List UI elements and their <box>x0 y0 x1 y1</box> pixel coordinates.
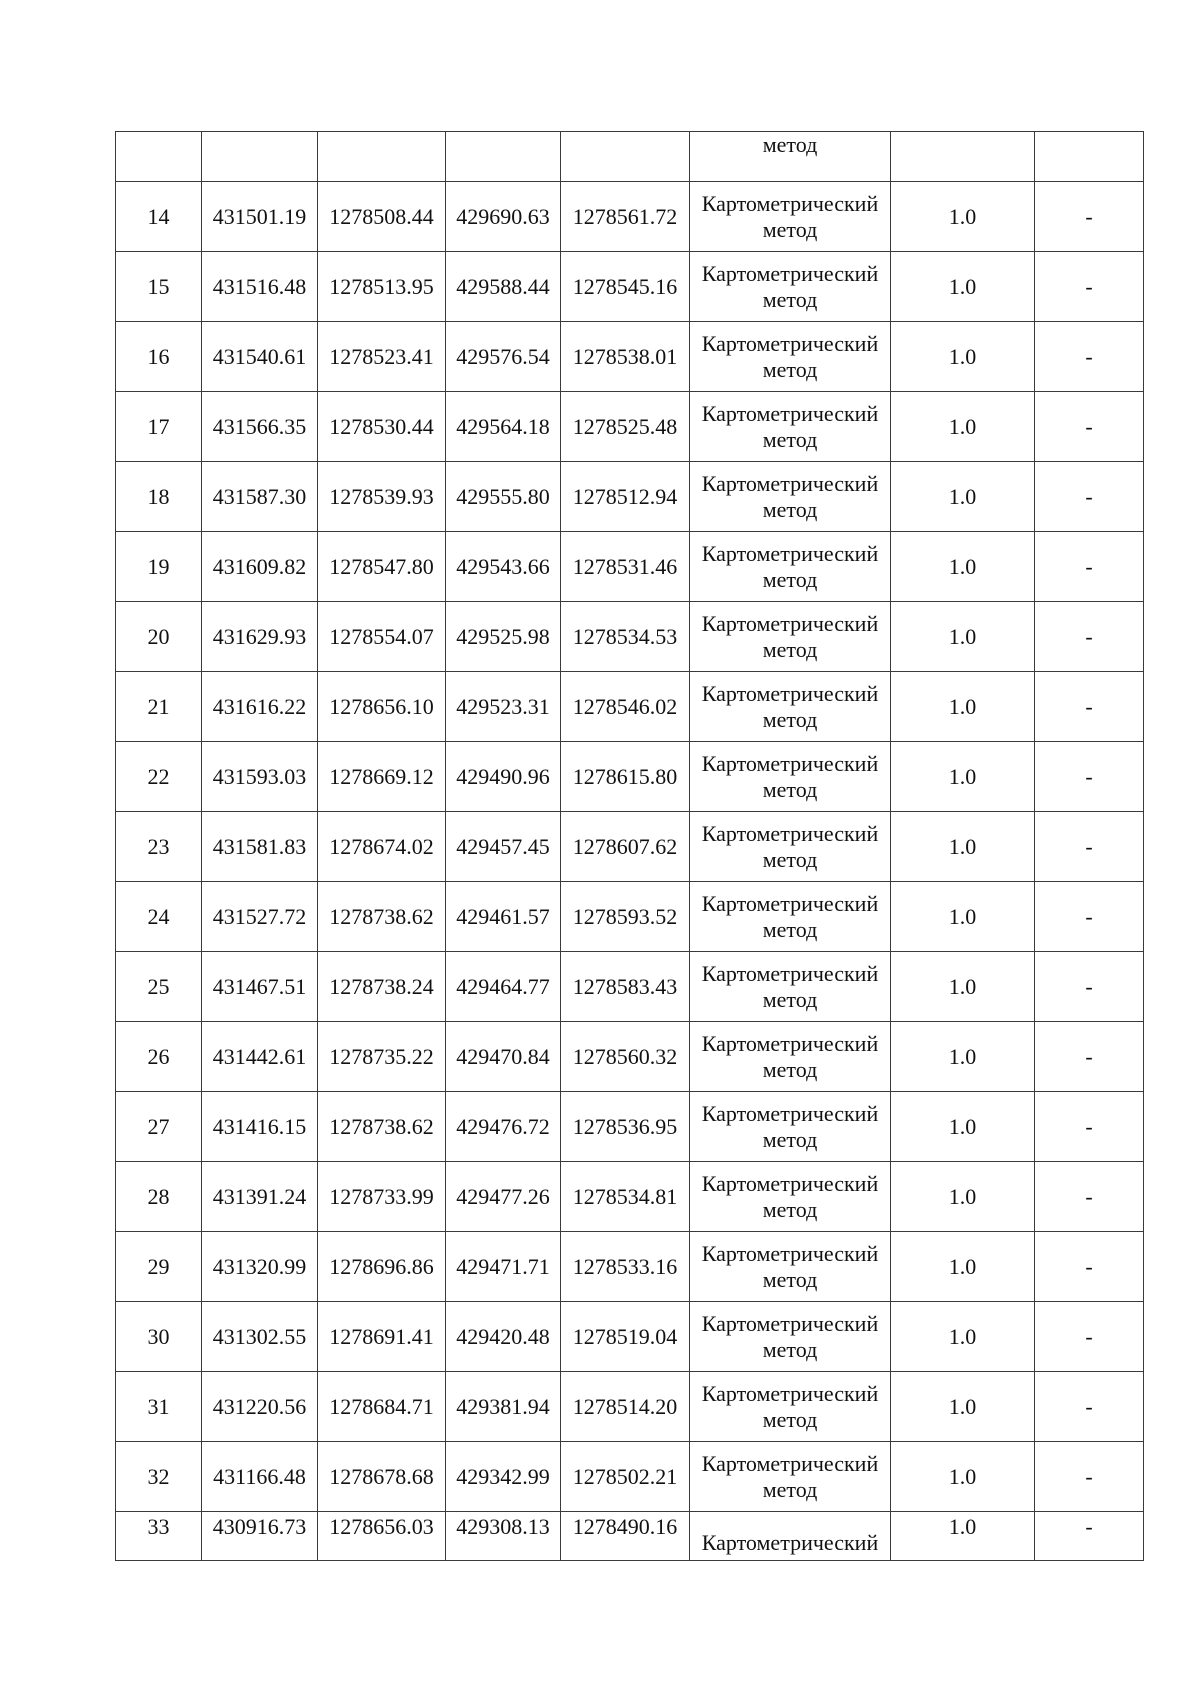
table-row <box>116 1442 1144 1512</box>
cell-accuracy: 1.0 <box>891 1092 1035 1162</box>
table-row <box>116 602 1144 672</box>
cell-x1: 431416.15 <box>202 1092 318 1162</box>
cell-y2: 1278560.32 <box>561 1022 690 1092</box>
cell-x2: 429490.96 <box>446 742 561 812</box>
cell-number: 19 <box>116 532 202 602</box>
cell-x1: 431516.48 <box>202 252 318 322</box>
cell-y1: 1278691.41 <box>318 1302 446 1372</box>
table-row <box>116 812 1144 882</box>
cell-y2: 1278512.94 <box>561 462 690 532</box>
cell-accuracy: 1.0 <box>891 1232 1035 1302</box>
cell-x2: 429690.63 <box>446 182 561 252</box>
cell-x2: 429576.54 <box>446 322 561 392</box>
cell-x2: 429461.57 <box>446 882 561 952</box>
cell-x1: 431442.61 <box>202 1022 318 1092</box>
cell-x2: 429342.99 <box>446 1442 561 1512</box>
cell-x1: 431320.99 <box>202 1232 318 1302</box>
cell-y2: 1278538.01 <box>561 322 690 392</box>
cell-number: 30 <box>116 1302 202 1372</box>
cell-y2: 1278561.72 <box>561 182 690 252</box>
cell-y1: 1278674.02 <box>318 812 446 882</box>
cell-y2: 1278502.21 <box>561 1442 690 1512</box>
cell-accuracy: 1.0 <box>891 532 1035 602</box>
cell-y2: 1278546.02 <box>561 672 690 742</box>
table-body <box>116 132 1144 1561</box>
cell-x1: 431220.56 <box>202 1372 318 1442</box>
cell-accuracy: 1.0 <box>891 1512 1035 1561</box>
cell-method: Картометрический метод <box>690 252 891 322</box>
cell-method: Картометрический метод <box>690 532 891 602</box>
cell-note: - <box>1035 462 1144 532</box>
cell-x1: 431616.22 <box>202 672 318 742</box>
cell-note: - <box>1035 1302 1144 1372</box>
table-row <box>116 462 1144 532</box>
cell-note: - <box>1035 182 1144 252</box>
cell-y1: 1278738.24 <box>318 952 446 1022</box>
table-row-last <box>116 1512 1144 1561</box>
table-row <box>116 1162 1144 1232</box>
cell-x1 <box>202 132 318 182</box>
cell-accuracy: 1.0 <box>891 742 1035 812</box>
cell-y2: 1278533.16 <box>561 1232 690 1302</box>
coordinates-table <box>115 131 1144 1561</box>
cell-x1: 431593.03 <box>202 742 318 812</box>
cell-method: Картометрический метод <box>690 182 891 252</box>
cell-accuracy: 1.0 <box>891 882 1035 952</box>
table-row <box>116 532 1144 602</box>
cell-y2: 1278531.46 <box>561 532 690 602</box>
cell-note: - <box>1035 1092 1144 1162</box>
cell-x1: 431391.24 <box>202 1162 318 1232</box>
cell-x1: 431581.83 <box>202 812 318 882</box>
cell-note: - <box>1035 1162 1144 1232</box>
table-row <box>116 1302 1144 1372</box>
cell-note: - <box>1035 882 1144 952</box>
cell-number: 20 <box>116 602 202 672</box>
cell-y2: 1278583.43 <box>561 952 690 1022</box>
cell-number <box>116 132 202 182</box>
cell-accuracy: 1.0 <box>891 252 1035 322</box>
cell-method: Картометрический метод <box>690 462 891 532</box>
cell-number: 32 <box>116 1442 202 1512</box>
cell-y1: 1278656.03 <box>318 1512 446 1561</box>
cell-x1: 431609.82 <box>202 532 318 602</box>
cell-y1: 1278733.99 <box>318 1162 446 1232</box>
cell-y2: 1278525.48 <box>561 392 690 462</box>
cell-accuracy: 1.0 <box>891 1162 1035 1232</box>
cell-y1: 1278554.07 <box>318 602 446 672</box>
table-row <box>116 252 1144 322</box>
table-row <box>116 1092 1144 1162</box>
cell-y2: 1278593.52 <box>561 882 690 952</box>
cell-x2: 429476.72 <box>446 1092 561 1162</box>
cell-y2: 1278490.16 <box>561 1512 690 1561</box>
cell-method: Картометрический метод <box>690 602 891 672</box>
cell-number: 18 <box>116 462 202 532</box>
cell-x1: 431166.48 <box>202 1442 318 1512</box>
cell-x1: 431629.93 <box>202 602 318 672</box>
cell-note: - <box>1035 1372 1144 1442</box>
cell-y2: 1278607.62 <box>561 812 690 882</box>
cell-y1: 1278738.62 <box>318 882 446 952</box>
cell-note: - <box>1035 1232 1144 1302</box>
cell-x2: 429471.71 <box>446 1232 561 1302</box>
cell-y1 <box>318 132 446 182</box>
cell-method: Картометрический метод <box>690 1092 891 1162</box>
table-row <box>116 1022 1144 1092</box>
cell-accuracy: 1.0 <box>891 392 1035 462</box>
table-row <box>116 182 1144 252</box>
cell-accuracy: 1.0 <box>891 1372 1035 1442</box>
cell-y2 <box>561 132 690 182</box>
cell-accuracy: 1.0 <box>891 602 1035 672</box>
cell-y2: 1278536.95 <box>561 1092 690 1162</box>
cell-method: Картометрический метод <box>690 322 891 392</box>
cell-method: Картометрический метод <box>690 812 891 882</box>
cell-accuracy: 1.0 <box>891 1442 1035 1512</box>
cell-x1: 431467.51 <box>202 952 318 1022</box>
cell-number: 17 <box>116 392 202 462</box>
table-row <box>116 672 1144 742</box>
cell-note: - <box>1035 1442 1144 1512</box>
cell-accuracy: 1.0 <box>891 462 1035 532</box>
cell-y2: 1278615.80 <box>561 742 690 812</box>
cell-y1: 1278539.93 <box>318 462 446 532</box>
cell-y2: 1278534.81 <box>561 1162 690 1232</box>
cell-number: 24 <box>116 882 202 952</box>
cell-y1: 1278696.86 <box>318 1232 446 1302</box>
cell-y2: 1278519.04 <box>561 1302 690 1372</box>
cell-number: 25 <box>116 952 202 1022</box>
cell-y1: 1278656.10 <box>318 672 446 742</box>
cell-number: 14 <box>116 182 202 252</box>
table-row <box>116 392 1144 462</box>
cell-x2 <box>446 132 561 182</box>
cell-number: 29 <box>116 1232 202 1302</box>
cell-y1: 1278547.80 <box>318 532 446 602</box>
cell-y1: 1278508.44 <box>318 182 446 252</box>
cell-note: - <box>1035 602 1144 672</box>
cell-x1: 431501.19 <box>202 182 318 252</box>
cell-note: - <box>1035 322 1144 392</box>
cell-accuracy: 1.0 <box>891 322 1035 392</box>
cell-y2: 1278514.20 <box>561 1372 690 1442</box>
cell-number: 15 <box>116 252 202 322</box>
cell-number: 31 <box>116 1372 202 1442</box>
cell-method: Картометрический метод <box>690 1162 891 1232</box>
table-row <box>116 322 1144 392</box>
cell-x2: 429477.26 <box>446 1162 561 1232</box>
cell-accuracy: 1.0 <box>891 672 1035 742</box>
cell-x1: 431566.35 <box>202 392 318 462</box>
cell-method: Картометрический <box>690 1512 891 1561</box>
cell-accuracy: 1.0 <box>891 182 1035 252</box>
table-row <box>116 882 1144 952</box>
cell-x2: 429564.18 <box>446 392 561 462</box>
cell-y1: 1278738.62 <box>318 1092 446 1162</box>
cell-note: - <box>1035 742 1144 812</box>
cell-number: 26 <box>116 1022 202 1092</box>
table-row <box>116 952 1144 1022</box>
cell-note: - <box>1035 812 1144 882</box>
cell-method: Картометрический метод <box>690 742 891 812</box>
cell-y1: 1278513.95 <box>318 252 446 322</box>
cell-method: Картометрический метод <box>690 1022 891 1092</box>
cell-accuracy: 1.0 <box>891 1022 1035 1092</box>
cell-note <box>1035 132 1144 182</box>
cell-y1: 1278684.71 <box>318 1372 446 1442</box>
table-row-continuation <box>116 132 1144 182</box>
cell-x1: 430916.73 <box>202 1512 318 1561</box>
cell-method: Картометрический метод <box>690 1302 891 1372</box>
cell-method: Картометрический метод <box>690 1372 891 1442</box>
cell-y1: 1278669.12 <box>318 742 446 812</box>
cell-x2: 429308.13 <box>446 1512 561 1561</box>
cell-number: 33 <box>116 1512 202 1561</box>
cell-accuracy <box>891 132 1035 182</box>
cell-note: - <box>1035 952 1144 1022</box>
cell-x2: 429470.84 <box>446 1022 561 1092</box>
cell-x2: 429420.48 <box>446 1302 561 1372</box>
cell-x2: 429381.94 <box>446 1372 561 1442</box>
table-row <box>116 742 1144 812</box>
cell-x2: 429588.44 <box>446 252 561 322</box>
cell-method: Картометрический метод <box>690 882 891 952</box>
cell-method: Картометрический метод <box>690 1442 891 1512</box>
cell-x2: 429523.31 <box>446 672 561 742</box>
cell-method: метод <box>690 132 891 182</box>
cell-y1: 1278523.41 <box>318 322 446 392</box>
cell-y1: 1278530.44 <box>318 392 446 462</box>
cell-y2: 1278545.16 <box>561 252 690 322</box>
cell-number: 27 <box>116 1092 202 1162</box>
cell-x2: 429457.45 <box>446 812 561 882</box>
cell-number: 23 <box>116 812 202 882</box>
cell-method: Картометрический метод <box>690 672 891 742</box>
cell-note: - <box>1035 392 1144 462</box>
cell-x2: 429543.66 <box>446 532 561 602</box>
cell-method: Картометрический метод <box>690 392 891 462</box>
table-row <box>116 1232 1144 1302</box>
cell-y1: 1278678.68 <box>318 1442 446 1512</box>
cell-x1: 431527.72 <box>202 882 318 952</box>
cell-x1: 431587.30 <box>202 462 318 532</box>
cell-y2: 1278534.53 <box>561 602 690 672</box>
cell-method: Картометрический метод <box>690 1232 891 1302</box>
cell-x2: 429464.77 <box>446 952 561 1022</box>
cell-note: - <box>1035 252 1144 322</box>
cell-note: - <box>1035 672 1144 742</box>
cell-accuracy: 1.0 <box>891 1302 1035 1372</box>
cell-accuracy: 1.0 <box>891 952 1035 1022</box>
cell-x2: 429555.80 <box>446 462 561 532</box>
cell-method: Картометрический метод <box>690 952 891 1022</box>
cell-note: - <box>1035 532 1144 602</box>
cell-note: - <box>1035 1022 1144 1092</box>
cell-number: 28 <box>116 1162 202 1232</box>
cell-y1: 1278735.22 <box>318 1022 446 1092</box>
cell-note: - <box>1035 1512 1144 1561</box>
cell-number: 16 <box>116 322 202 392</box>
cell-number: 21 <box>116 672 202 742</box>
cell-x1: 431302.55 <box>202 1302 318 1372</box>
cell-number: 22 <box>116 742 202 812</box>
cell-x2: 429525.98 <box>446 602 561 672</box>
cell-x1: 431540.61 <box>202 322 318 392</box>
table-row <box>116 1372 1144 1442</box>
cell-accuracy: 1.0 <box>891 812 1035 882</box>
